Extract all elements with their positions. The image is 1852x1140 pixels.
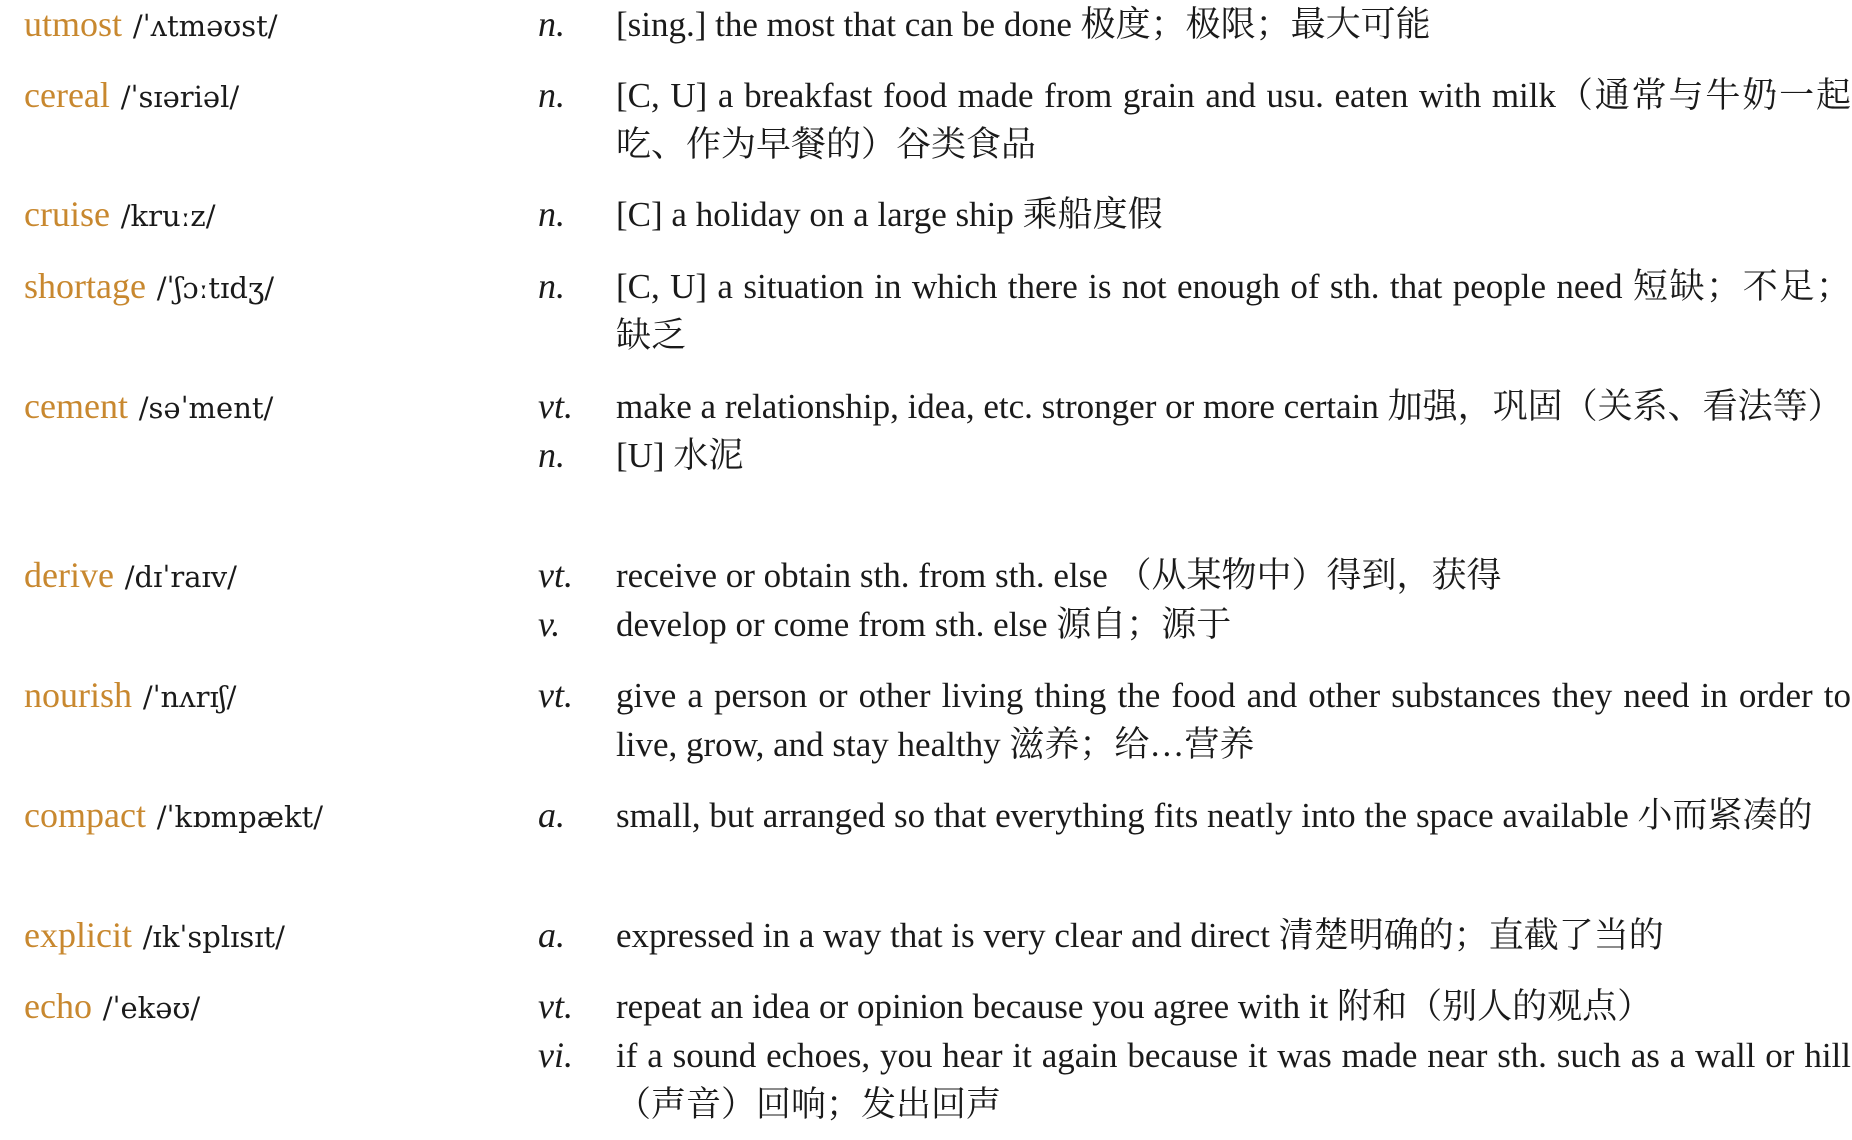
sense	[24, 71, 1851, 169]
definition: [C, U] a breakfast food made from grain and usu. eaten with milk（通常与牛奶一起吃、作为早餐的）谷类食品	[616, 76, 1851, 164]
headword: utmost	[24, 4, 123, 44]
part-of-speech: n.	[538, 435, 565, 475]
headword: derive	[24, 555, 114, 595]
entry-shortage	[24, 262, 1851, 360]
sense	[24, 671, 1851, 769]
definition: give a person or other living thing the food and other substances they need in order to live, grow, and stay healthy 滋养；给…营养	[616, 676, 1851, 764]
definition: make a relationship, idea, etc. stronger or more certain 加强，巩固（关系、看法等）	[616, 387, 1843, 426]
definition: receive or obtain sth. from sth. else （从某物中）得到，获得	[616, 556, 1502, 595]
headword: shortage	[24, 266, 146, 306]
definition: develop or come from sth. else 源自；源于	[616, 605, 1232, 644]
headword: nourish	[24, 675, 132, 715]
part-of-speech: n.	[538, 4, 565, 44]
phonetic: /ˈʌtməʊst/	[132, 9, 278, 43]
part-of-speech: a.	[538, 795, 565, 835]
headword: cruise	[24, 194, 110, 234]
sense	[24, 1031, 1851, 1129]
sense	[24, 190, 1834, 239]
headword: cereal	[24, 75, 110, 115]
definition: small, but arranged so that everything fits neatly into the space available 小而紧凑的	[616, 796, 1813, 835]
phonetic: /ˈʃɔːtɪdʒ/	[156, 271, 275, 305]
definition: repeat an idea or opinion because you agree with it 附和（别人的观点）	[616, 987, 1653, 1026]
definition: [C] a holiday on a large ship 乘船度假	[616, 195, 1163, 234]
sense	[24, 791, 1834, 840]
sense	[24, 600, 1834, 649]
sense	[24, 551, 1834, 600]
entry-cruise	[24, 190, 1834, 239]
definition: [U] 水泥	[616, 436, 744, 475]
entry-nourish	[24, 671, 1851, 769]
part-of-speech: n.	[538, 194, 565, 234]
phonetic: /ɪkˈsplɪsɪt/	[142, 920, 285, 954]
phonetic: /ˈkɒmpækt/	[156, 800, 323, 834]
sense	[24, 982, 1834, 1031]
phonetic: /kruːz/	[120, 199, 216, 233]
sense	[24, 0, 1834, 49]
phonetic: /ˈekəʊ/	[102, 991, 201, 1025]
definition: if a sound echoes, you hear it again because it was made near sth. such as a wall or hill （声音）回响；发出回声	[616, 1036, 1851, 1124]
part-of-speech: v.	[538, 604, 561, 644]
definition: [sing.] the most that can be done 极度；极限；最大可能	[616, 5, 1431, 44]
phonetic: /ˈnʌrɪʃ/	[142, 680, 237, 714]
headword: explicit	[24, 915, 132, 955]
part-of-speech: vt.	[538, 386, 573, 426]
definition: [C, U] a situation in which there is not enough of sth. that people need 短缺；不足；缺乏	[616, 267, 1851, 355]
entry-utmost	[24, 0, 1834, 49]
definition: expressed in a way that is very clear and direct 清楚明确的；直截了当的	[616, 916, 1664, 955]
sense	[24, 262, 1851, 360]
entry-echo	[24, 982, 1851, 1129]
headword: echo	[24, 986, 92, 1026]
part-of-speech: vt.	[538, 555, 573, 595]
part-of-speech: n.	[538, 75, 565, 115]
entry-compact	[24, 791, 1834, 840]
part-of-speech: vi.	[538, 1035, 573, 1075]
entry-derive	[24, 551, 1834, 649]
sense	[24, 431, 1834, 480]
part-of-speech: vt.	[538, 675, 573, 715]
part-of-speech: vt.	[538, 986, 573, 1026]
part-of-speech: n.	[538, 266, 565, 306]
phonetic: /səˈment/	[138, 391, 274, 425]
sense	[24, 911, 1834, 960]
entry-cement	[24, 382, 1843, 480]
headword: cement	[24, 386, 128, 426]
entry-cereal	[24, 71, 1851, 169]
headword: compact	[24, 795, 146, 835]
sense	[24, 382, 1843, 431]
phonetic: /dɪˈraɪv/	[124, 560, 237, 594]
phonetic: /ˈsɪəriəl/	[120, 80, 240, 114]
entry-explicit	[24, 911, 1834, 960]
part-of-speech: a.	[538, 915, 565, 955]
